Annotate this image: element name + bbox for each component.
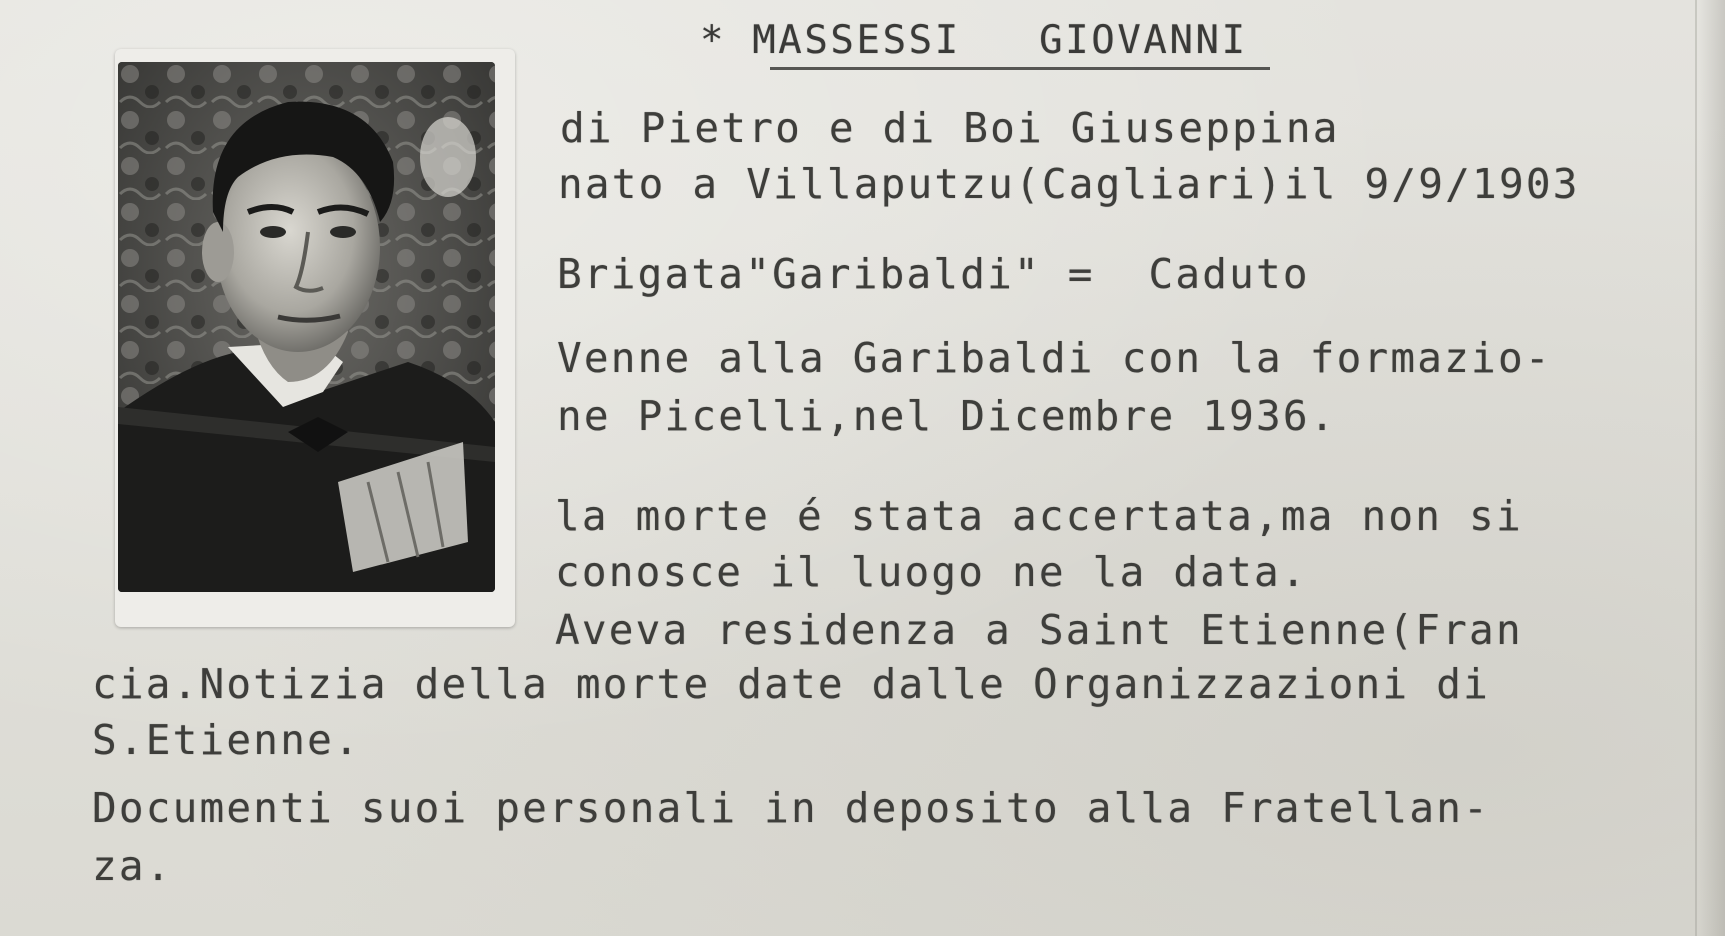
- header-given-name: GIOVANNI: [1039, 18, 1248, 63]
- record-header: [700, 18, 1248, 64]
- residence-line: Aveva residenza a Saint Etienne(Fran: [555, 606, 1523, 654]
- header-surname: MASSESSI: [752, 18, 961, 63]
- header-asterisk: *: [700, 18, 727, 63]
- joined-line-1: Venne alla Garibaldi con la formazio-: [557, 334, 1552, 382]
- birth-line: nato a Villaputzu(Cagliari)il 9/9/1903: [558, 160, 1580, 208]
- card-fold-line: [1695, 0, 1697, 936]
- notice-line-end: S.Etienne.: [92, 716, 361, 764]
- brigade-status-line: Brigata"Garibaldi" = Caduto: [557, 250, 1310, 298]
- parents-line: di Pietro e di Boi Giuseppina: [560, 104, 1340, 152]
- documents-line-end: za.: [92, 842, 173, 890]
- death-line-1: la morte é stata accertata,ma non si: [555, 492, 1523, 540]
- joined-line-2: ne Picelli,nel Dicembre 1936.: [557, 392, 1337, 440]
- death-line-2: conosce il luogo ne la data.: [555, 548, 1308, 596]
- portrait-photo: [118, 62, 495, 592]
- card-edge-shadow: [1699, 0, 1725, 936]
- notice-line: cia.Notizia della morte date dalle Organizzazioni di: [92, 660, 1490, 708]
- header-underline: [770, 67, 1270, 70]
- documents-line: Documenti suoi personali in deposito alla Fratellan-: [92, 784, 1490, 832]
